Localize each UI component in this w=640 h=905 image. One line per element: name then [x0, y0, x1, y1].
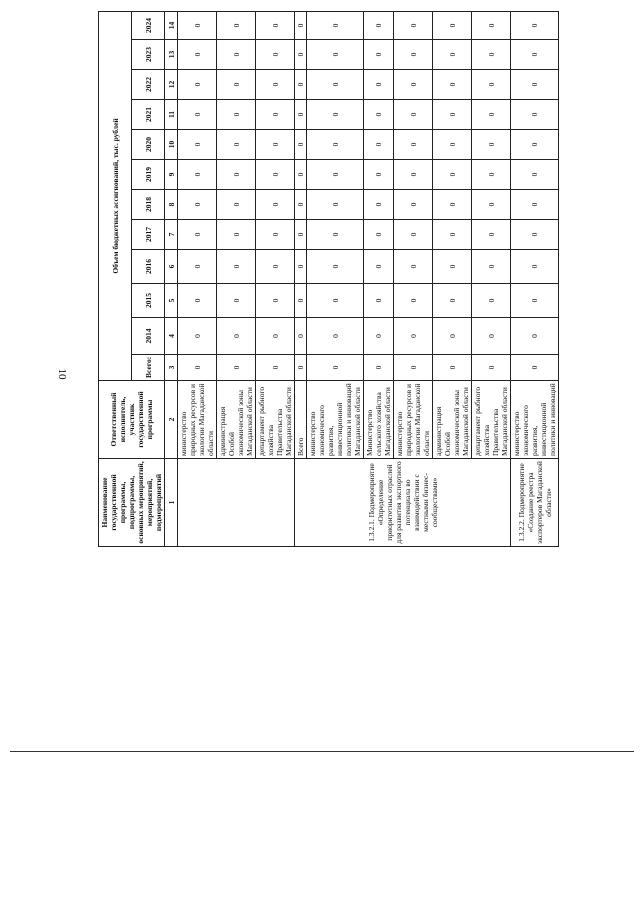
header-year: 2016: [132, 250, 165, 284]
year-value-cell: 0: [307, 100, 364, 130]
year-value-cell: 0: [364, 40, 394, 70]
year-value-cell: 0: [472, 190, 511, 220]
total-value-cell: 0: [307, 355, 364, 381]
year-value-cell: 0: [472, 220, 511, 250]
year-value-cell: 0: [394, 284, 433, 318]
column-number: 9: [165, 160, 178, 190]
year-value-cell: 0: [217, 11, 256, 39]
year-value-cell: 0: [256, 11, 295, 39]
year-value-cell: 0: [217, 284, 256, 318]
year-value-cell: 0: [511, 160, 559, 190]
year-value-cell: 0: [178, 100, 217, 130]
executor-cell: министерство экономического развития, инвестиционной политики и инноваций Магаданской области: [307, 381, 364, 459]
year-value-cell: 0: [178, 190, 217, 220]
year-value-cell: 0: [307, 220, 364, 250]
total-value-cell: 0: [364, 355, 394, 381]
year-value-cell: 0: [217, 190, 256, 220]
year-value-cell: 0: [295, 250, 307, 284]
year-value-cell: 0: [433, 284, 472, 318]
year-value-cell: 0: [433, 70, 472, 100]
year-value-cell: 0: [472, 100, 511, 130]
year-value-cell: 0: [178, 160, 217, 190]
header-program-name: Наименование государственной программы, подпрограммы, основных мероприятий, мероприятий, подмероприятий: [99, 459, 165, 547]
year-value-cell: 0: [364, 318, 394, 355]
total-value-cell: 0: [394, 355, 433, 381]
year-value-cell: 0: [394, 250, 433, 284]
year-value-cell: 0: [394, 100, 433, 130]
table-row: [511, 11, 559, 546]
year-value-cell: 0: [433, 190, 472, 220]
year-value-cell: 0: [511, 70, 559, 100]
year-value-cell: 0: [472, 130, 511, 160]
year-value-cell: 0: [295, 100, 307, 130]
executor-cell: министерство природных ресурсов и экологии Магаданской области: [178, 381, 217, 459]
year-value-cell: 0: [256, 250, 295, 284]
year-value-cell: 0: [307, 284, 364, 318]
year-value-cell: 0: [364, 250, 394, 284]
year-value-cell: 0: [295, 220, 307, 250]
table-header-row: [99, 11, 132, 546]
year-value-cell: 0: [256, 284, 295, 318]
year-value-cell: 0: [256, 190, 295, 220]
year-value-cell: 0: [511, 284, 559, 318]
year-value-cell: 0: [394, 130, 433, 160]
header-year: 2024: [132, 11, 165, 39]
table-row: [178, 11, 217, 546]
year-value-cell: 0: [394, 11, 433, 39]
header-year: 2018: [132, 190, 165, 220]
year-value-cell: 0: [295, 40, 307, 70]
year-value-cell: 0: [472, 160, 511, 190]
year-value-cell: 0: [178, 318, 217, 355]
column-number: 1: [165, 459, 178, 547]
year-value-cell: 0: [394, 220, 433, 250]
year-value-cell: 0: [364, 100, 394, 130]
year-value-cell: 0: [178, 250, 217, 284]
year-value-cell: 0: [511, 190, 559, 220]
header-year: 2023: [132, 40, 165, 70]
year-value-cell: 0: [217, 130, 256, 160]
budget-table: [98, 11, 559, 547]
year-value-cell: 0: [217, 70, 256, 100]
executor-cell: Министерство сельского хозяйства Магаданской области: [364, 381, 394, 459]
horizontal-rule: [10, 751, 634, 752]
executor-cell: департамент рыбного хозяйства Правительства Магаданской области: [472, 381, 511, 459]
year-value-cell: 0: [217, 100, 256, 130]
year-value-cell: 0: [217, 40, 256, 70]
year-value-cell: 0: [256, 130, 295, 160]
year-value-cell: 0: [364, 220, 394, 250]
year-value-cell: 0: [178, 70, 217, 100]
year-value-cell: 0: [472, 70, 511, 100]
year-value-cell: 0: [394, 160, 433, 190]
year-value-cell: 0: [178, 220, 217, 250]
year-value-cell: 0: [295, 160, 307, 190]
executor-cell: министерство природных ресурсов и экологии Магаданской области: [394, 381, 433, 459]
header-budget-group: Объем бюджетных ассигнований, тыс. рублей: [99, 11, 132, 380]
column-number-row: [165, 11, 178, 546]
year-value-cell: 0: [307, 70, 364, 100]
year-value-cell: 0: [472, 318, 511, 355]
header-year: 2021: [132, 100, 165, 130]
executor-cell: Всего: [295, 381, 307, 459]
header-year: 2022: [132, 70, 165, 100]
year-value-cell: 0: [295, 130, 307, 160]
year-value-cell: 0: [364, 70, 394, 100]
column-number: 2: [165, 381, 178, 459]
year-value-cell: 0: [364, 284, 394, 318]
year-value-cell: 0: [256, 220, 295, 250]
year-value-cell: 0: [295, 318, 307, 355]
page-number: 10: [56, 368, 68, 380]
year-value-cell: 0: [433, 100, 472, 130]
executor-cell: администрация Особой экономической зоны Магаданской области: [433, 381, 472, 459]
year-value-cell: 0: [178, 40, 217, 70]
total-value-cell: 0: [217, 355, 256, 381]
year-value-cell: 0: [295, 190, 307, 220]
year-value-cell: 0: [364, 160, 394, 190]
year-value-cell: 0: [433, 11, 472, 39]
column-number: 4: [165, 318, 178, 355]
year-value-cell: 0: [256, 318, 295, 355]
year-value-cell: 0: [433, 250, 472, 284]
year-value-cell: 0: [178, 284, 217, 318]
column-number: 6: [165, 250, 178, 284]
year-value-cell: 0: [256, 40, 295, 70]
year-value-cell: 0: [394, 190, 433, 220]
year-value-cell: 0: [511, 318, 559, 355]
header-year: 2015: [132, 284, 165, 318]
year-value-cell: 0: [394, 70, 433, 100]
year-value-cell: 0: [256, 160, 295, 190]
year-value-cell: 0: [511, 11, 559, 39]
column-number: 10: [165, 130, 178, 160]
year-value-cell: 0: [433, 130, 472, 160]
year-value-cell: 0: [433, 220, 472, 250]
year-value-cell: 0: [472, 284, 511, 318]
column-number: 5: [165, 284, 178, 318]
year-value-cell: 0: [307, 130, 364, 160]
year-value-cell: 0: [307, 250, 364, 284]
year-value-cell: 0: [394, 318, 433, 355]
year-value-cell: 0: [178, 130, 217, 160]
year-value-cell: 0: [295, 11, 307, 39]
year-value-cell: 0: [472, 40, 511, 70]
year-value-cell: 0: [307, 318, 364, 355]
budget-table-frame: [98, 12, 557, 547]
total-value-cell: 0: [472, 355, 511, 381]
year-value-cell: 0: [511, 220, 559, 250]
year-value-cell: 0: [364, 11, 394, 39]
year-value-cell: 0: [178, 11, 217, 39]
year-value-cell: 0: [217, 160, 256, 190]
header-year: 2019: [132, 160, 165, 190]
year-value-cell: 0: [394, 40, 433, 70]
year-value-cell: 0: [472, 250, 511, 284]
total-value-cell: 0: [256, 355, 295, 381]
total-value-cell: 0: [433, 355, 472, 381]
year-value-cell: 0: [364, 190, 394, 220]
program-name-cell: 1.3.2.1. Подмероприятие «Определение приоритетных отраслей для развития экспортного потенциала во взаимодействии с местными бизнес-сообществами»: [295, 459, 511, 547]
year-value-cell: 0: [511, 100, 559, 130]
year-value-cell: 0: [433, 318, 472, 355]
header-executor: Ответственный исполнитель, участник государственной программы: [99, 381, 165, 459]
column-number: 13: [165, 40, 178, 70]
year-value-cell: 0: [217, 250, 256, 284]
year-value-cell: 0: [256, 70, 295, 100]
table-body: [178, 11, 559, 546]
year-value-cell: 0: [295, 284, 307, 318]
year-value-cell: 0: [472, 11, 511, 39]
year-value-cell: 0: [307, 11, 364, 39]
program-name-cell: 1.3.2.2. Подмероприятие «Создание реестра экспортеров Магаданской области»: [511, 459, 559, 547]
column-number: 7: [165, 220, 178, 250]
executor-cell: администрация Особой экономической зоны Магаданской области: [217, 381, 256, 459]
header-year: 2020: [132, 130, 165, 160]
program-name-cell: [178, 459, 295, 547]
rotated-table-container: [98, 12, 557, 547]
year-value-cell: 0: [511, 130, 559, 160]
year-value-cell: 0: [217, 220, 256, 250]
header-year: 2014: [132, 318, 165, 355]
executor-cell: министерство экономического развития, инвестиционной политики и инноваций: [511, 381, 559, 459]
year-value-cell: 0: [511, 40, 559, 70]
total-value-cell: 0: [511, 355, 559, 381]
column-number: 11: [165, 100, 178, 130]
year-value-cell: 0: [433, 160, 472, 190]
header-total: Всего:: [132, 355, 165, 381]
year-value-cell: 0: [295, 70, 307, 100]
table-row: [295, 11, 307, 546]
year-value-cell: 0: [364, 130, 394, 160]
year-value-cell: 0: [307, 190, 364, 220]
year-value-cell: 0: [511, 250, 559, 284]
column-number: 12: [165, 70, 178, 100]
column-number: 14: [165, 11, 178, 39]
executor-cell: департамент рыбного хозяйства Правительства Магаданской области: [256, 381, 295, 459]
year-value-cell: 0: [307, 40, 364, 70]
year-value-cell: 0: [307, 160, 364, 190]
year-value-cell: 0: [256, 100, 295, 130]
header-year: 2017: [132, 220, 165, 250]
total-value-cell: 0: [178, 355, 217, 381]
year-value-cell: 0: [433, 40, 472, 70]
column-number: 3: [165, 355, 178, 381]
year-value-cell: 0: [217, 318, 256, 355]
total-value-cell: 0: [295, 355, 307, 381]
column-number: 8: [165, 190, 178, 220]
